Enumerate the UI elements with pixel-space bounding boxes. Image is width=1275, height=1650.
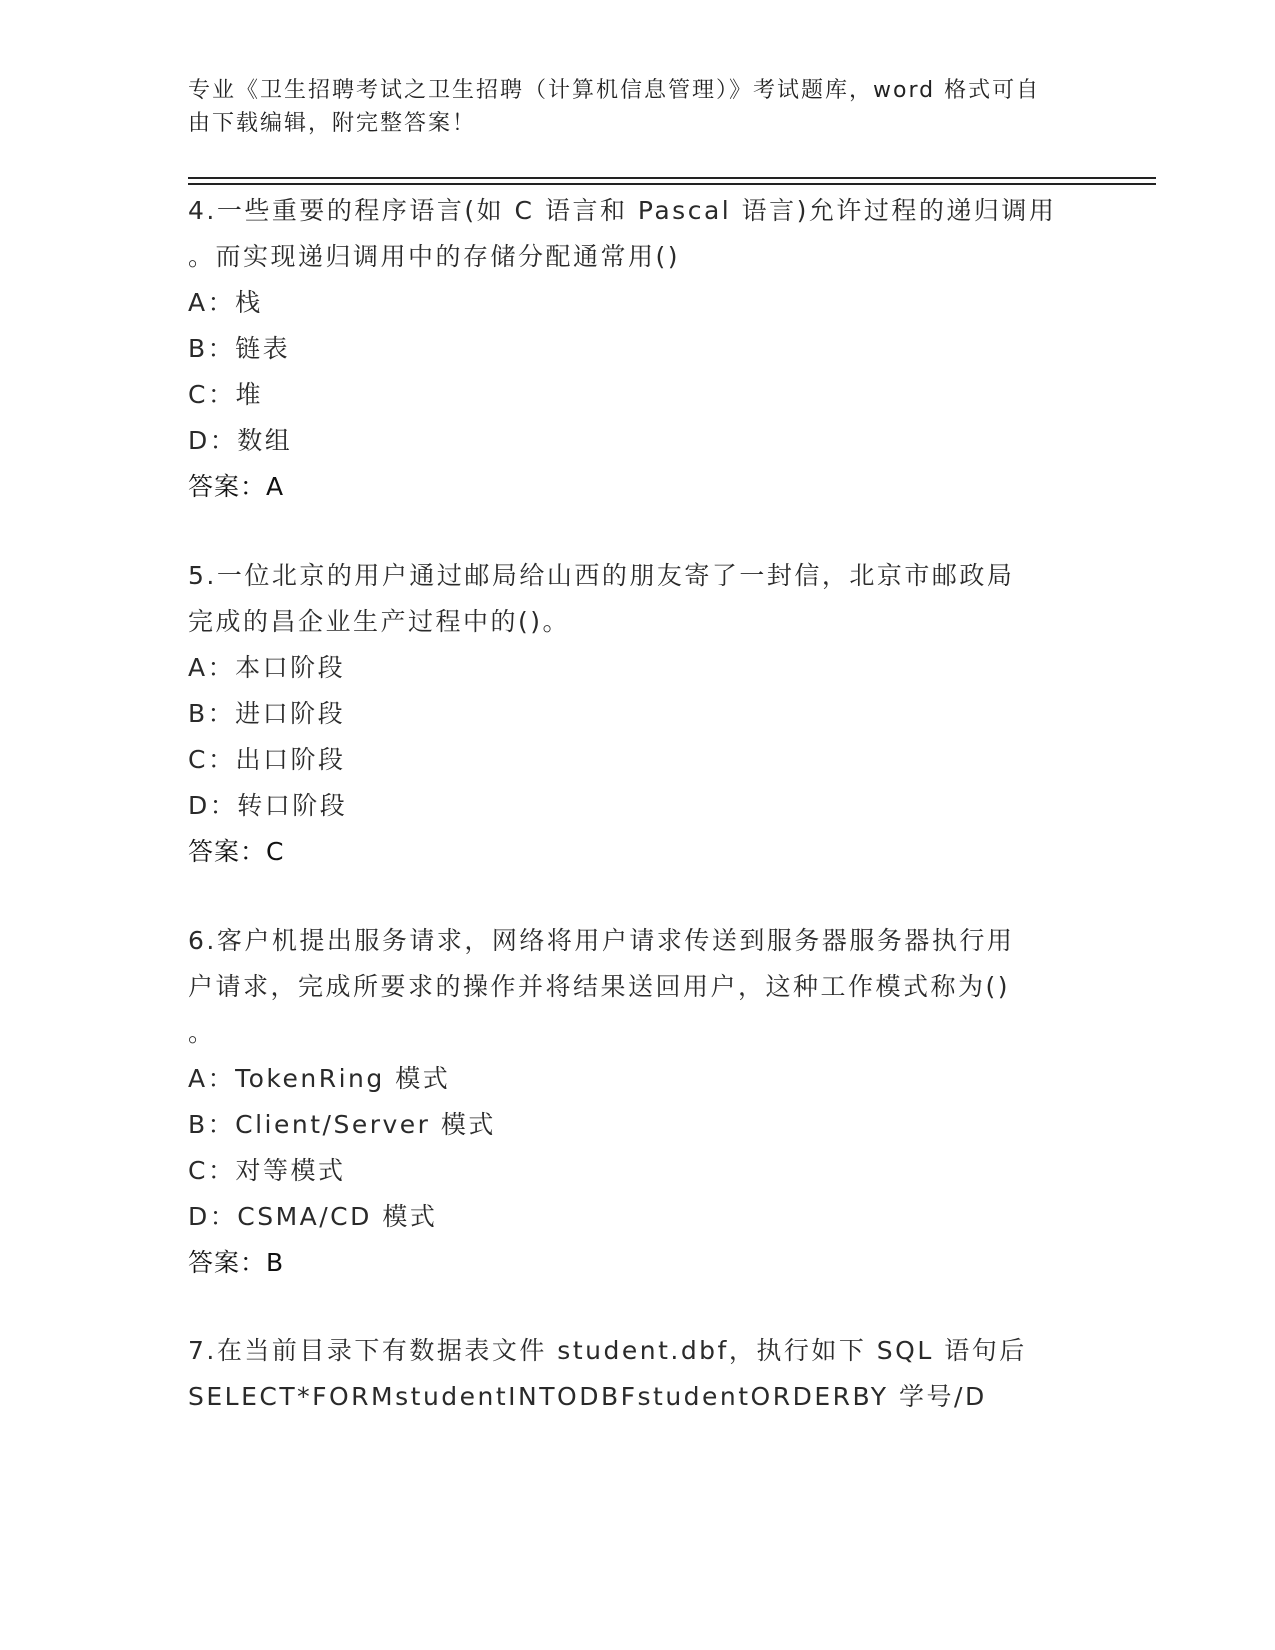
- question-stem-line: 4.一些重要的程序语言(如 C 语言和 Pascal 语言)允许过程的递归调用: [188, 196, 1057, 225]
- question-stem-line: 。而实现递归调用中的存储分配通常用(): [188, 242, 681, 271]
- option-b: B：Client/Server 模式: [188, 1110, 496, 1139]
- answer-line: 答案：A: [188, 472, 285, 501]
- option-a: A：栈: [188, 288, 263, 317]
- question-stem-line: 户请求，完成所要求的操作并将结果送回用户，这种工作模式称为(): [188, 972, 1011, 1001]
- option-a: A：本口阶段: [188, 653, 346, 682]
- question-stem-line: 7.在当前目录下有数据表文件 student.dbf，执行如下 SQL 语句后: [188, 1336, 1027, 1365]
- option-c: C：出口阶段: [188, 745, 346, 774]
- option-b: B：进口阶段: [188, 699, 346, 728]
- header-divider-bottom: [188, 183, 1156, 185]
- option-a: A：TokenRing 模式: [188, 1064, 451, 1093]
- question-stem-line: 完成的昌企业生产过程中的()。: [188, 607, 571, 636]
- option-d: D：CSMA/CD 模式: [188, 1202, 438, 1231]
- question-7: [188, 1328, 1088, 1420]
- option-d: D：数组: [188, 426, 293, 455]
- option-b: B：链表: [188, 334, 291, 363]
- question-5: [188, 553, 1088, 875]
- document-header: [188, 74, 1088, 140]
- option-d: D：转口阶段: [188, 791, 348, 820]
- header-divider-top: [188, 177, 1156, 179]
- question-stem-line: 6.客户机提出服务请求，网络将用户请求传送到服务器服务器执行用: [188, 926, 1015, 955]
- header-line-2: 由下载编辑，附完整答案！: [188, 111, 477, 136]
- question-stem-line: 5.一位北京的用户通过邮局给山西的朋友寄了一封信，北京市邮政局: [188, 561, 1015, 590]
- option-c: C：对等模式: [188, 1156, 346, 1185]
- option-c: C：堆: [188, 380, 263, 409]
- question-stem-line: 。: [188, 1018, 216, 1047]
- question-6: [188, 918, 1088, 1286]
- question-stem-line: SELECT*FORMstudentINTODBFstudentORDERBY 学号/D: [188, 1382, 987, 1411]
- answer-line: 答案：B: [188, 1248, 285, 1277]
- question-4: [188, 188, 1088, 510]
- header-line-1: 专业《卫生招聘考试之卫生招聘（计算机信息管理）》考试题库，word 格式可自: [188, 78, 1041, 103]
- answer-line: 答案：C: [188, 837, 285, 866]
